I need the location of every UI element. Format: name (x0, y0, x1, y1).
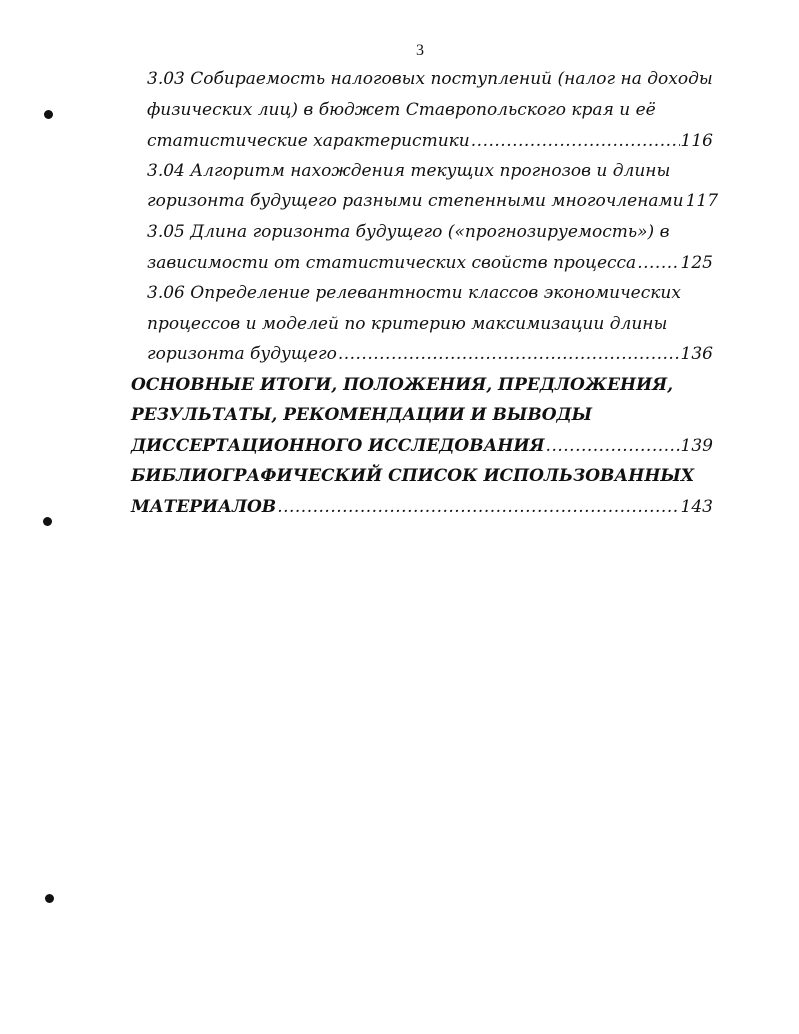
toc-entry-line: 3.05 Длина горизонта будущего («прогнозируемость») в (147, 222, 670, 242)
toc-entry-line: горизонта будущего (147, 344, 337, 364)
binding-hole-mark (45, 894, 54, 903)
binding-hole-mark (44, 110, 53, 119)
toc-entry-line: ОСНОВНЫЕ ИТОГИ, ПОЛОЖЕНИЯ, ПРЕДЛОЖЕНИЯ, (131, 375, 674, 395)
toc-entry-leader-line (147, 186, 719, 216)
dot-leader (277, 492, 679, 522)
toc-entry-leader-line (147, 248, 713, 278)
toc-entry-line: 3.03 Собираемость налоговых поступлений (налог на доходы (147, 69, 713, 89)
binding-hole-mark (43, 517, 52, 526)
toc-page-number: 139 (680, 436, 713, 456)
toc-entry-line: горизонта будущего разными степенными многочленами (147, 191, 684, 211)
toc-page-number: 143 (680, 497, 713, 517)
toc-entry-line: РЕЗУЛЬТАТЫ, РЕКОМЕНДАЦИИ И ВЫВОДЫ (131, 405, 593, 425)
toc-page-number: 136 (680, 344, 713, 364)
toc-page-number: 125 (680, 253, 713, 273)
toc-entry-line: статистические характеристики (147, 131, 470, 151)
toc-entry-leader-line (131, 431, 713, 461)
toc-page-number: 116 (680, 131, 713, 151)
dot-leader (471, 126, 680, 156)
toc-entry-leader-line (147, 126, 713, 156)
dot-leader (546, 431, 680, 461)
toc-entry-line: 3.04 Алгоритм нахождения текущих прогнозов и длины (147, 161, 671, 181)
toc-entry-leader-line (147, 339, 713, 369)
dot-leader (338, 339, 680, 369)
toc-entry-line: ДИССЕРТАЦИОННОГО ИССЛЕДОВАНИЯ (131, 436, 545, 456)
dot-leader (637, 248, 679, 278)
page-number: 3 (416, 42, 424, 59)
toc-page-number: 117 (685, 191, 719, 211)
toc-entry-leader-line (131, 492, 713, 522)
toc-entry-line: зависимости от статистических свойств процесса (147, 253, 637, 273)
toc-entry-line: физических лиц) в бюджет Ставропольского края и её (147, 100, 656, 120)
toc-entry-line: БИБЛИОГРАФИЧЕСКИЙ СПИСОК ИСПОЛЬЗОВАННЫХ (131, 466, 695, 486)
toc-entry-line: процессов и моделей по критерию максимизации длины (147, 314, 668, 334)
toc-entry-line: МАТЕРИАЛОВ (131, 497, 277, 517)
toc-entry-line: 3.06 Определение релевантности классов экономических (147, 283, 681, 303)
